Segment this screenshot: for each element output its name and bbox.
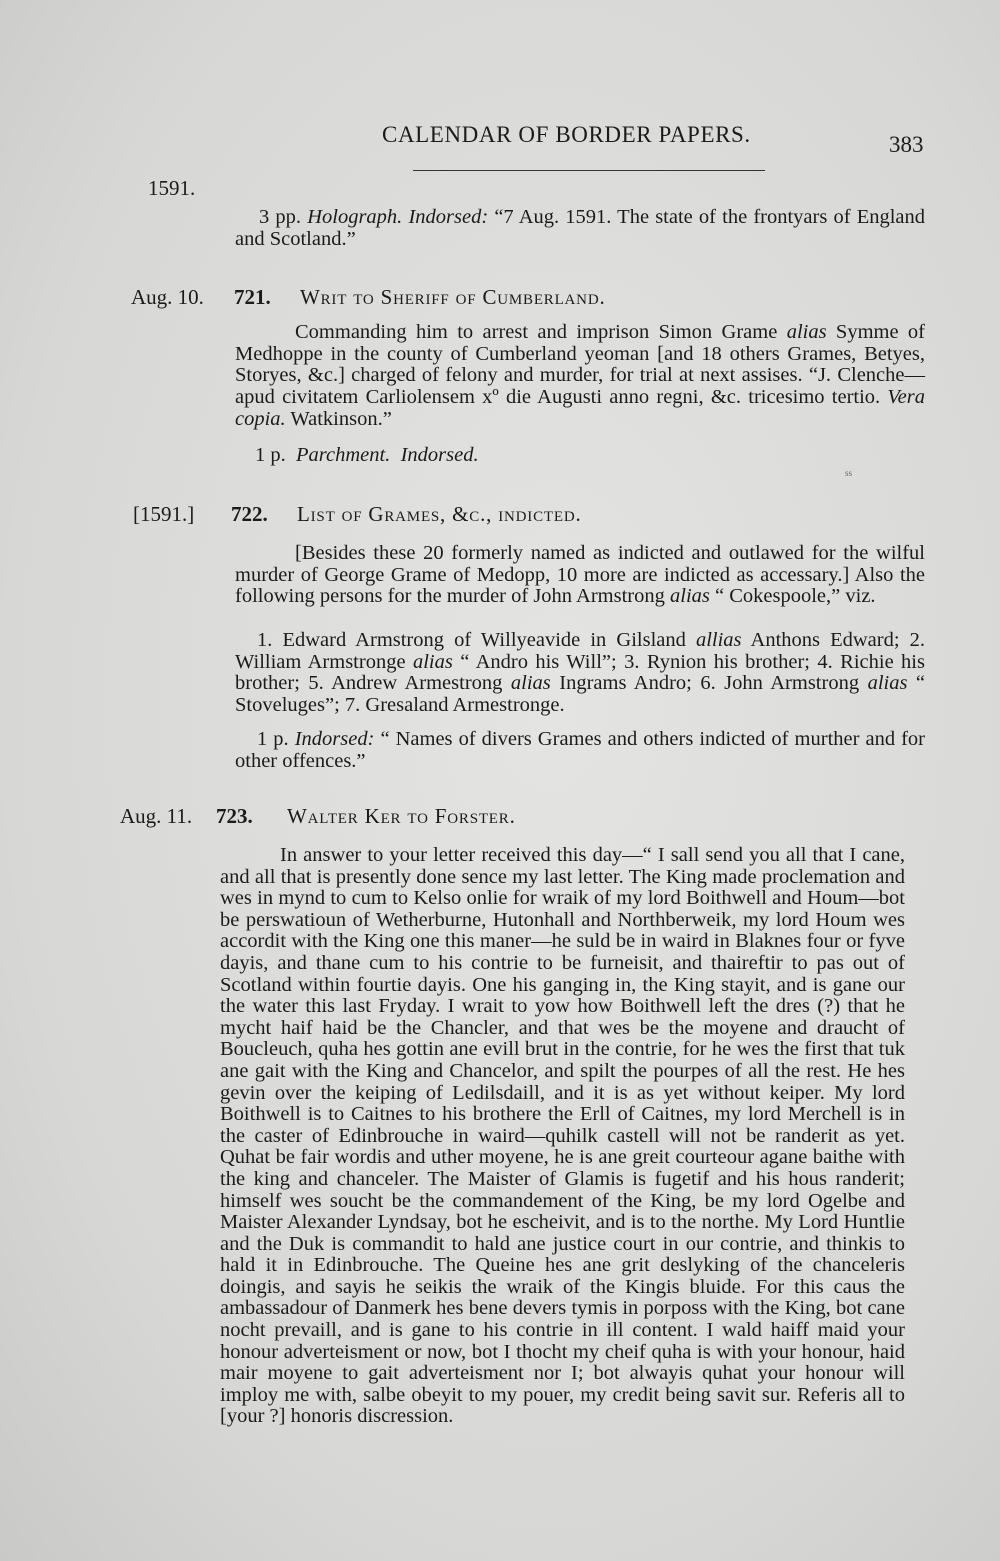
entry-number: 723. <box>216 804 253 828</box>
entry-heading: List of Grames, &c., indicted. <box>297 502 582 526</box>
entry-heading: Writ to Sheriff of Cumberland. <box>300 285 606 309</box>
note-indorsed-text: “7 Aug. 1591. The state of the frontyars of England and Scotland.” <box>235 206 926 250</box>
entry-body: Commanding him to arrest and imprison Simon Grame alias Symme of Medhoppe in the county of Cumberland yeoman [and 18 others Grames, Betyes, Storyes, &c.] charged of felony and murder, for trial at next assises. “J. Clenche—apud civitatem Carliolensem xº die Augusti anno regni, &c. tricesimo tertio. Vera copia. Watkinson.” <box>235 321 926 430</box>
note-kind: Holograph. <box>307 206 403 228</box>
page-number: 383 <box>889 132 924 157</box>
entry-date: Aug. 10. <box>131 285 204 309</box>
entry-number: 722. <box>231 502 268 526</box>
entry-heading: Walter Ker to Forster. <box>287 804 516 828</box>
entry-list: 1. Edward Armstrong of Willyeavide in Gilsland allias Anthons Edward; 2. William Armstronge alias “ Andro his Will”; 3. Rynion his brother; 4. Richie his brother; 5. Andrew Armestrong alias Ingrams Andro; 6. John Armstrong alias “ Stoveluges”; 7. Gresaland Armestronge. <box>235 629 926 717</box>
note-pages: 3 pp. <box>259 206 302 228</box>
note-indorsed-label: Indorsed: <box>408 206 489 228</box>
margin-mark: ss <box>845 468 853 478</box>
entry-body: [Besides these 20 formerly named as indicted and outlawed for the wilful murder of George Grame of Medopp, 10 more are indicted as accessary.] Also the following persons for the murder of John Armstrong alias “ Cokespoole,” viz. <box>235 542 925 608</box>
entry-note: 1 p. Indorsed: “ Names of divers Grames and others indicted of murther and for other offences.” <box>235 728 926 772</box>
previous-entry-note <box>235 207 925 250</box>
entry-note: 1 p. Parchment. Indorsed. <box>255 444 479 466</box>
entry-body: In answer to your letter received this day—“ I sall send you all that I cane, and all that is presently done sence my last letter. The King made proclemation and wes in mynd to cum to Kelso onlie for wraik of my lord Boithwell and Houm—bot be perswatioun of Wetherburne, Hutonhall and Northberweik, my lord Houm wes accordit with the King one this maner—he suld be in waird in Blaknes four or fyve dayis, and thane cum to his contrie to be furneisit, and thaireftir to pas out of Scotland within fourtie dayis. One his ganging in, the King stayit, and is gane our the water this last Fryday. I wrait to yow how Boithwell left the dres (?) that he mycht haif haid be the Chancler, and that wes be the moyene and draucht of Boucleuch, quha hes gottin ane evill brut in the contrie, for he wes the first that tuk ane gait with the King and Chancelor, and spilt the pourpes of all the rest. He hes gevin over the keiping of Ledilsdaill, and it is as yet without keiper. My lord Boithwell is to Caitnes to his brothere the Erll of Caitnes, my lord Merchell is in the caster of Edinbrouche in waird—quhilk castell will not be randerit as yet. Quhat be fair wordis and uther moyene, he is ane greit courteour agane baithe with the king and chanceler. The Maister of Glamis is fugetif and his hous randerit; himself wes soucht be the commandement of the King, be my lord Ogelbe and Maister Alexander Lyndsay, bot he escheivit, and is to the northe. My Lord Huntlie and the Duk is commandit to hald ane justice court in our contrie, and thinkis to hald it in Edinbrouche. The Queine hes ane grit deslyking of the chanceleris doingis, and sayis he seikis the wraik of the Kingis bluide. For this caus the ambassadour of Danmerk hes bene devers tymis in porposs with the King, bot cane nocht prevaill, and is gane to his contrie in ill content. I wald haiff maid your honour adverteisment or now, bot I thocht my cheif quha is with your honour, haid mair moyene to gait adverteisment nor I; bot alwayis quhat your honour will imploy me with, salbe obeyit to my pouer, my credit being savit sur. Referis all to [your ?] honoris discression. <box>220 844 905 1428</box>
entry-date: [1591.] <box>133 502 195 526</box>
running-header-title: CALENDAR OF BORDER PAPERS. <box>382 122 751 147</box>
entry-date: Aug. 11. <box>120 804 193 828</box>
year-margin: 1591. <box>148 176 196 200</box>
header-rule <box>413 170 765 171</box>
entry-number: 721. <box>234 285 271 309</box>
